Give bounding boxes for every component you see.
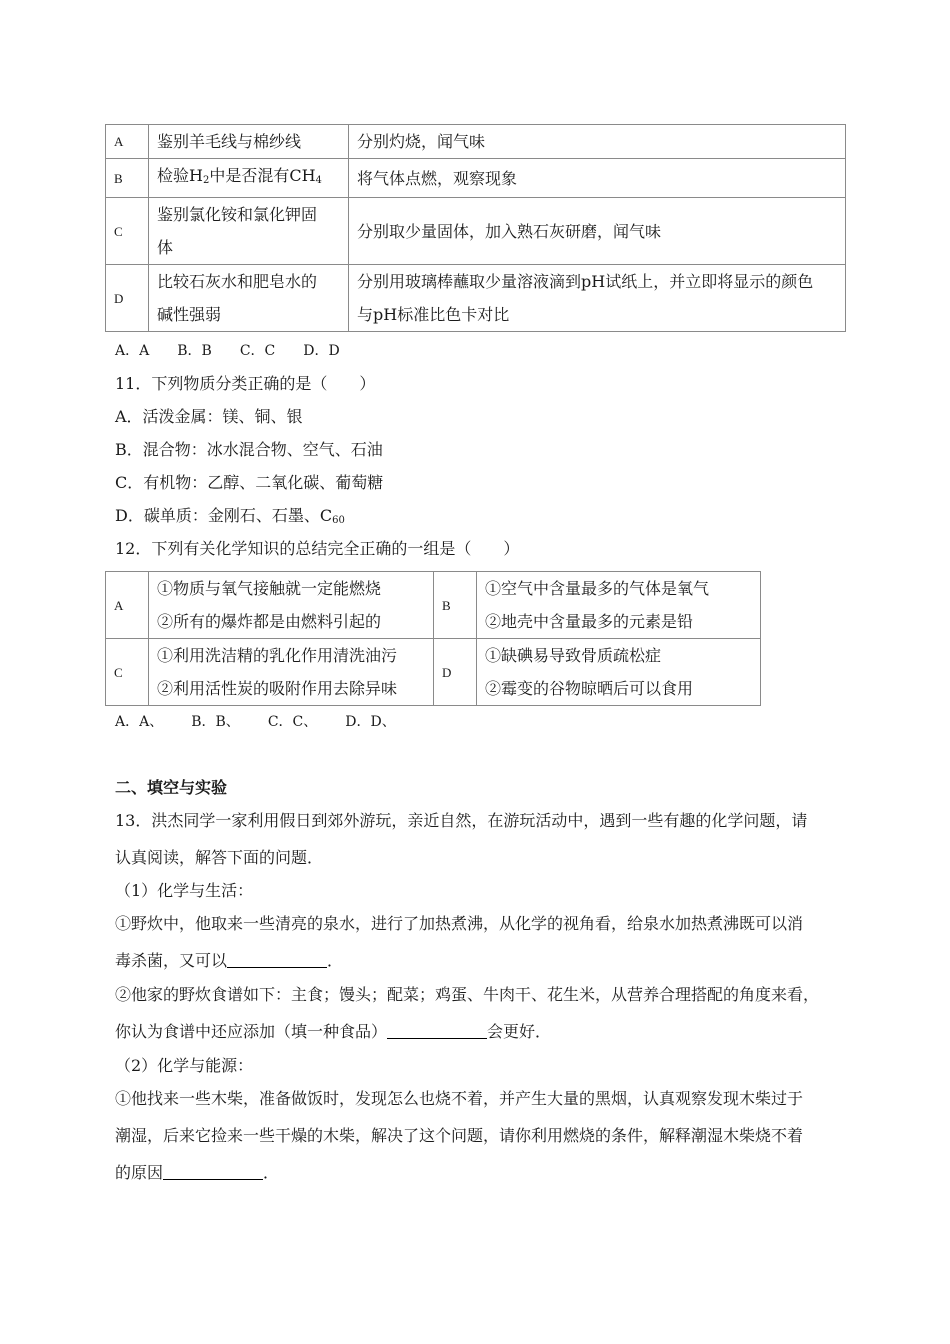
question11-option-b: B．混合物：冰水混合物、空气、石油 [115,440,383,459]
part1-item2-line2 [115,1022,551,1042]
cell-content [149,639,434,706]
text-line: 碱性强弱 [157,305,222,324]
answer-blank[interactable] [387,1022,487,1039]
row-method [349,265,846,332]
option-c: C．C、 [267,714,318,730]
text-part: ． [263,1163,280,1182]
part1-title: （1）化学与生活： [115,881,254,900]
cell-content [477,639,761,706]
cell-tag: D [434,639,477,706]
text-line: ①物质与氧气接触就一定能燃烧 [157,579,382,598]
row-item [149,159,349,198]
table-row [106,125,846,159]
answer-blank[interactable] [163,1163,263,1180]
option-d: D．D [303,343,340,359]
cell-content [477,572,761,639]
table-row [106,572,761,639]
question12-stem: 12．下列有关化学知识的总结完全正确的一组是（ ） [115,539,520,558]
section-title: 二、填空与实验 [115,778,228,797]
question12-options [115,711,424,732]
row-method: 分别灼烧，闻气味 [349,125,846,159]
text-part: 的原因 [115,1163,164,1182]
text-line: 体 [157,238,174,257]
text-line: 鉴别氯化铵和氯化钾固 [157,205,318,224]
row-tag: C [106,198,149,265]
text-part: D．碳单质：金刚石、石墨、C [115,506,333,525]
text-part: 检验H [157,166,203,185]
question10-options [115,340,368,361]
text-line: ①缺碘易导致骨质疏松症 [485,646,662,665]
subscript: 60 [332,515,345,526]
option-d: D．D、 [345,714,396,730]
cell-tag: B [434,572,477,639]
question11-stem: 11．下列物质分类正确的是（ ） [115,374,376,393]
option-b: B．B [177,343,212,359]
part1-item1-line2 [115,951,343,971]
option-a: A．A [115,343,150,359]
table-row [106,198,846,265]
answer-blank[interactable] [227,951,327,968]
text-line: 分别用玻璃棒蘸取少量溶液滴到pH试纸上，并立即将显示的颜色 [357,272,814,291]
option-a: A．A、 [115,714,164,730]
text-part: 会更好． [487,1022,552,1041]
question11-option-c: C．有机物：乙醇、二氧化碳、葡萄糖 [115,473,384,492]
text-part: ． [327,951,344,970]
part2-title: （2）化学与能源： [115,1056,254,1075]
row-item [149,198,349,265]
question13-line2: 认真阅读，解答下面的问题． [115,848,324,867]
row-tag: A [106,125,149,159]
text-line: ②霉变的谷物晾晒后可以食用 [485,679,694,698]
text-line: ②所有的爆炸都是由燃料引起的 [157,612,382,631]
table-row [106,159,846,198]
cell-content [149,572,434,639]
text-line: ②地壳中含量最多的元素是铅 [485,612,694,631]
subscript: 4 [315,175,322,186]
row-tag: D [106,265,149,332]
text-line: ②利用活性炭的吸附作用去除异味 [157,679,398,698]
part2-item1-line3 [115,1163,279,1183]
part1-item1-line1: ①野炊中，他取来一些清亮的泉水，进行了加热煮沸，从化学的视角看，给泉水加热煮沸既可以消 [115,914,804,933]
text-part: 你认为食谱中还应添加（填一种食品） [115,1022,388,1041]
row-item: 鉴别羊毛线与棉纱线 [149,125,349,159]
part2-item1-line1: ①他找来一些木柴，准备做饭时，发现怎么也烧不着，并产生大量的黑烟，认真观察发现木柴过于 [115,1089,804,1108]
subscript: 2 [202,175,210,186]
text-part: 毒杀菌，又可以 [115,951,228,970]
row-tag: B [106,159,149,198]
cell-tag: A [106,572,149,639]
text-line: 与pH标准比色卡对比 [357,305,510,324]
text-part: 中是否混有CH [209,166,316,185]
text-line: ①利用洗洁精的乳化作用清洗油污 [157,646,398,665]
text-line: 比较石灰水和肥皂水的 [157,272,318,291]
question12-table [105,571,761,706]
option-b: B．B、 [191,714,240,730]
question11-option-a: A．活泼金属：镁、铜、银 [115,407,303,426]
part1-item2-line1: ②他家的野炊食谱如下：主食；馒头；配菜；鸡蛋、牛肉干、花生米，从营养合理搭配的角度来看， [115,985,820,1004]
part2-item1-line2: 潮湿，后来它捡来一些干燥的木柴，解决了这个问题，请你利用燃烧的条件，解释潮湿木柴烧不着 [115,1126,804,1145]
table-row [106,265,846,332]
question11-option-d [115,506,345,531]
question13-line1: 13．洪杰同学一家利用假日到郊外游玩，亲近自然，在游玩活动中，遇到一些有趣的化学问题，请 [115,811,808,830]
table-row [106,639,761,706]
option-c: C．C [239,343,276,359]
row-item [149,265,349,332]
row-method: 将气体点燃，观察现象 [349,159,846,198]
row-method: 分别取少量固体，加入熟石灰研磨，闻气味 [349,198,846,265]
cell-tag: C [106,639,149,706]
question10-table [105,124,846,332]
text-line: ①空气中含量最多的气体是氧气 [485,579,710,598]
